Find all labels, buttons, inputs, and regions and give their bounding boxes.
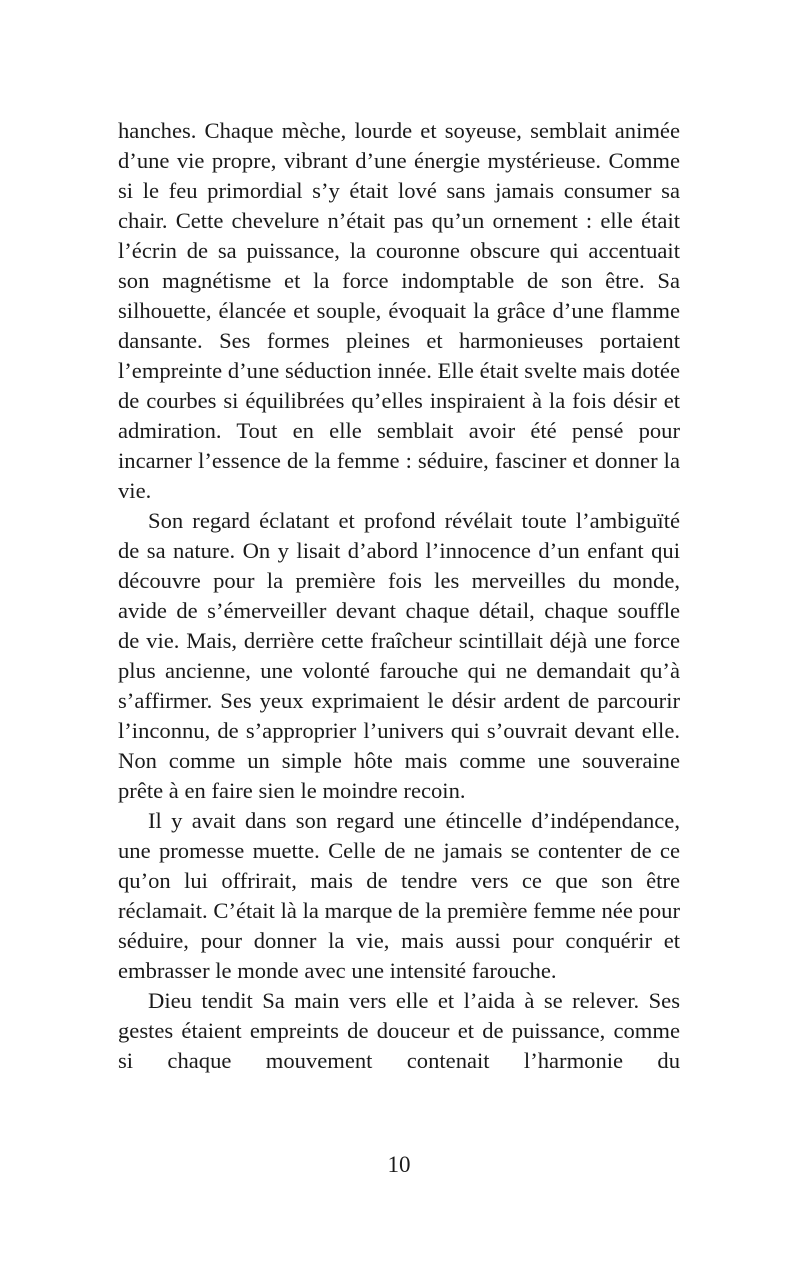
- page-number: 10: [387, 1152, 411, 1177]
- paragraph-3: Il y avait dans son regard une étincelle d’indépendance, une promesse muette. Celle de ne jamais se contenter de ce qu’on lui offrirait, mais de tendre vers ce que son être réclamait. C’était là la marque de la première femme née pour séduire, pour donner la vie, mais aussi pour conquérir et embrasser le monde avec une intensité farouche.: [118, 808, 680, 983]
- page-body: [118, 116, 680, 1076]
- paragraph-1: hanches. Chaque mèche, lourde et soyeuse, semblait animée d’une vie propre, vibrant d’une énergie mystérieuse. Comme si le feu primordial s’y était lové sans jamais consumer sa chair. Cette chevelure n’était pas qu’un ornement : elle était l’écrin de sa puissance, la couronne obscure qui accentuait son magnétisme et la force indomptable de son être. Sa silhouette, élancée et souple, évoquait la grâce d’une flamme dansante. Ses formes pleines et harmonieuses portaient l’empreinte d’une séduction innée. Elle était svelte mais dotée de courbes si équilibrées qu’elles inspiraient à la fois désir et admiration. Tout en elle semblait avoir été pensé pour incarner l’essence de la femme : séduire, fasciner et donner la vie.: [118, 118, 680, 503]
- paragraph-4: Dieu tendit Sa main vers elle et l’aida à se relever. Ses gestes étaient empreints de douceur et de puissance, comme si chaque mouvement contenait l’harmonie du: [118, 988, 680, 1073]
- paragraph-2: Son regard éclatant et profond révélait toute l’ambiguïté de sa nature. On y lisait d’abord l’innocence d’un enfant qui découvre pour la première fois les merveilles du monde, avide de s’émerveiller devant chaque détail, chaque souffle de vie. Mais, derrière cette fraîcheur scintillait déjà une force plus ancienne, une volonté farouche qui ne demandait qu’à s’affirmer. Ses yeux exprimaient le désir ardent de parcourir l’inconnu, de s’approprier l’univers qui s’ouvrait devant elle. Non comme un simple hôte mais comme une souveraine prête à en faire sien le moindre recoin.: [118, 508, 680, 803]
